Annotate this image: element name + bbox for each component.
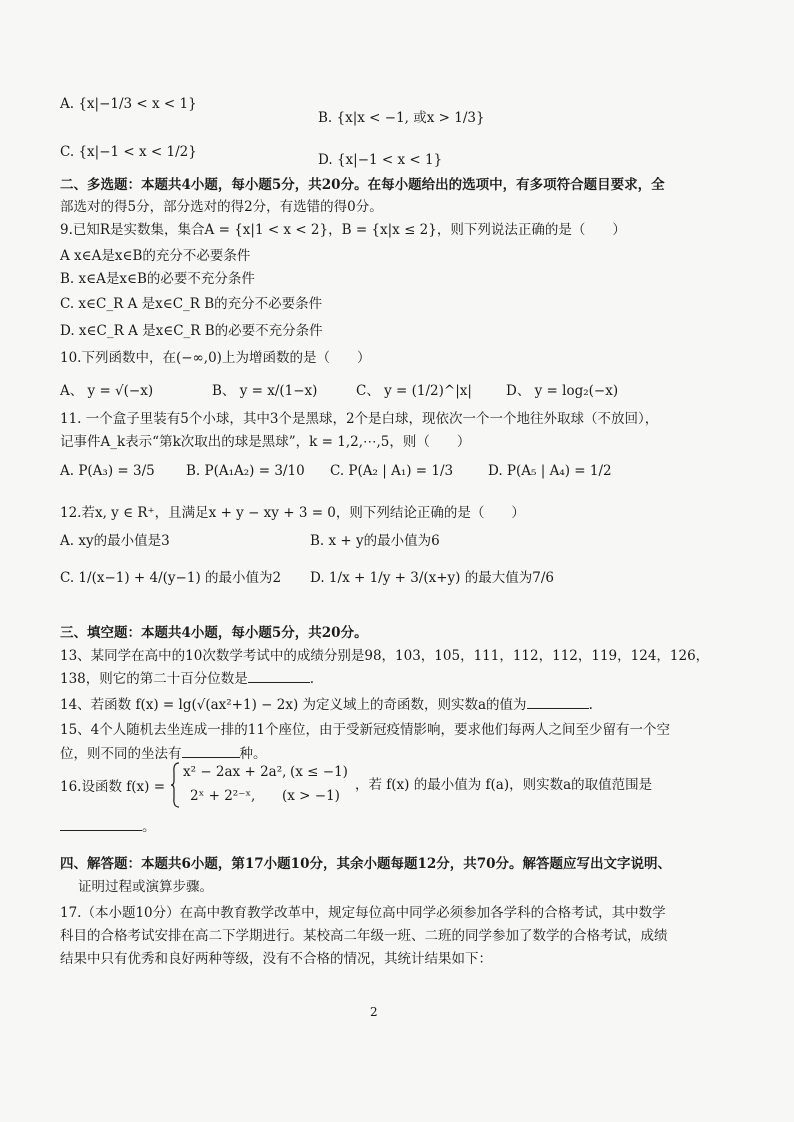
q13-line2: 138，则它的第二十百分位数是 . <box>60 671 315 687</box>
q11-option-c: C. P(A₂ | A₁) = 1/3 <box>330 463 454 479</box>
q12-option-c: C. 1/(x−1) + 4/(y−1) 的最小值为2 <box>60 570 282 586</box>
q17-line1: 17.（本小题10分）在高中教育教学改革中，规定每位高中同学必须参加各学科的合格考试，其中数学 <box>60 905 666 921</box>
q10-option-b: B、 y = x/(1−x) <box>212 383 318 399</box>
q12-option-d: D. 1/x + 1/y + 3/(x+y) 的最大值为7/6 <box>310 570 554 586</box>
q16-prefix: 16.设函数 f(x) = <box>60 779 166 795</box>
q16-case2: 2ˣ + 2²⁻ˣ, <box>190 788 256 804</box>
section4-rules: 证明过程或演算步骤。 <box>78 879 213 895</box>
q14-answer-blank <box>527 696 589 709</box>
q16-suffix: ，若 f(x) 的最小值为 f(a)，则实数a的取值范围是 <box>355 777 653 793</box>
q16-case1: x² − 2ax + 2a², <box>183 764 287 780</box>
q12-option-a: A. xy的最小值是3 <box>60 533 170 549</box>
q16-answer-line: 。 <box>60 818 156 835</box>
q14-text: 14、若函数 f(x) = lg(√(ax²+1) − 2x) 为定义域上的奇函数，则实数a的值为 . <box>60 697 593 713</box>
q11-line2: 记事件A_k表示“第k次取出的球是黑球”，k = 1,2,⋯,5，则（ ） <box>60 434 471 450</box>
q13-answer-blank <box>248 670 310 683</box>
q13-line1: 13、某同学在高中的10次数学考试中的成绩分别是98，103，105，111，112，112，119，124，126， <box>60 648 710 664</box>
q9-option-c: C. x∈C_R A 是x∈C_R B的充分不必要条件 <box>60 296 323 312</box>
q17-line2: 科目的合格考试安排在高二下学期进行。某校高二年级一班、二班的同学参加了数学的合格考试，成绩 <box>60 928 668 944</box>
section2-heading: 二、多选题：本题共4小题，每小题5分，共20分。在每小题给出的选项中，有多项符合题目要求，全 <box>60 177 665 193</box>
q17-line3: 结果中只有优秀和良好两种等级，没有不合格的情况，其统计结果如下： <box>60 951 492 967</box>
q10-option-c: C、 y = (1/2)^|x| <box>356 383 472 399</box>
q9-option-d: D. x∈C_R A 是x∈C_R B的必要不充分条件 <box>60 323 323 339</box>
page-number: 2 <box>370 1005 378 1019</box>
q12-option-b: B. x + y的最小值为6 <box>310 533 440 549</box>
q15-answer-blank <box>182 745 240 758</box>
q16-brace <box>170 762 180 808</box>
section2-rules: 部选对的得5分，部分选对的得2分，有选错的得0分。 <box>60 199 383 215</box>
q12-stem: 12.若x, y ∈ R⁺，且满足x + y − xy + 3 = 0，则下列结论正确的是（ ） <box>60 505 525 521</box>
q16-case2-condition: (x > −1) <box>282 788 340 804</box>
q8-option-c: C. {x|−1 < x < 1/2} <box>60 144 197 160</box>
q9-option-a: A x∈A是x∈B的充分不必要条件 <box>60 248 251 264</box>
q16-case1-condition: (x ≤ −1) <box>290 764 348 780</box>
q8-option-b: B. {x|x < −1, 或x > 1/3} <box>318 110 485 126</box>
q11-option-a: A. P(A₃) = 3/5 <box>60 463 155 479</box>
q15-line2: 位，则不同的坐法有 种。 <box>60 746 267 762</box>
q16-answer-blank <box>60 818 142 831</box>
q9-stem: 9.已知R是实数集，集合A = {x|1 < x < 2}，B = {x|x ≤ 2}，则下列说法正确的是（ ） <box>60 222 626 238</box>
section3-heading: 三、填空题：本题共4小题，每小题5分，共20分。 <box>60 625 368 641</box>
section4-heading: 四、解答题：本题共6小题，第17小题10分，其余小题每题12分，共70分。解答题应写出文字说明、 <box>60 856 672 872</box>
q11-option-b: B. P(A₁A₂) = 3/10 <box>186 463 305 479</box>
q8-option-d: D. {x|−1 < x < 1} <box>318 152 443 168</box>
q11-option-d: D. P(A₅ | A₄) = 1/2 <box>488 463 612 479</box>
q10-option-a: A、 y = √(−x) <box>60 383 154 399</box>
q9-option-b: B. x∈A是x∈B的必要不充分条件 <box>60 271 255 287</box>
q10-option-d: D、 y = log₂(−x) <box>506 383 619 399</box>
q8-option-a: A. {x|−1/3 < x < 1} <box>60 96 197 112</box>
q15-line1: 15、4个人随机去坐连成一排的11个座位，由于受新冠疫情影响，要求他们每两人之间至少留有一个空 <box>60 722 670 738</box>
q10-stem: 10.下列函数中，在(−∞,0)上为增函数的是（ ） <box>60 350 371 366</box>
q11-line1: 11. 一个盒子里装有5个小球，其中3个是黑球，2个是白球，现依次一个一个地往外取球（不放回）， <box>60 411 659 427</box>
